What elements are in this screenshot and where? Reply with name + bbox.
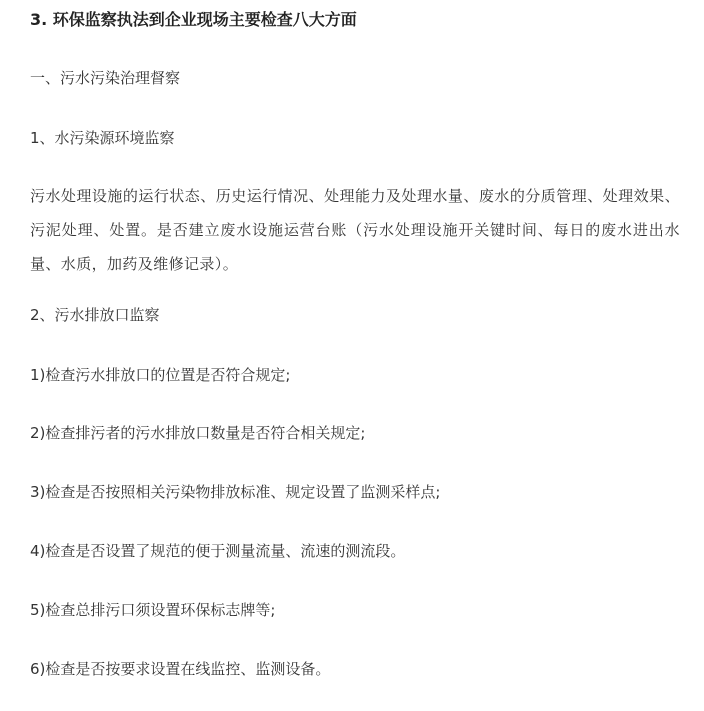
list-item-1: 1)检查污水排放口的位置是否符合规定; (30, 366, 291, 384)
list-item-4: 4)检查是否设置了规范的便于测量流量、流速的测流段。 (30, 542, 406, 560)
article-title: 3. 环保监察执法到企业现场主要检查八大方面 (30, 10, 357, 29)
paragraph-1: 污水处理设施的运行状态、历史运行情况、处理能力及处理水量、废水的分质管理、处理效果、污泥处理、处置。是否建立废水设施运营台账（污水处理设施开关键时间、每日的废水进出水量、水质，加药及维修记录）。 (30, 187, 680, 273)
section-heading: 一、污水污染治理督察 (30, 69, 181, 87)
list-item-5: 5)检查总排污口须设置环保标志牌等; (30, 601, 276, 619)
list-item-2: 2)检查排污者的污水排放口数量是否符合相关规定; (30, 424, 366, 442)
list-item-6: 6)检查是否按要求设置在线监控、监测设备。 (30, 660, 331, 678)
list-item-3: 3)检查是否按照相关污染物排放标准、规定设置了监测采样点; (30, 483, 441, 501)
subsection-heading-2: 2、污水排放口监察 (30, 306, 160, 324)
subsection-heading-1: 1、水污染源环境监察 (30, 129, 175, 147)
